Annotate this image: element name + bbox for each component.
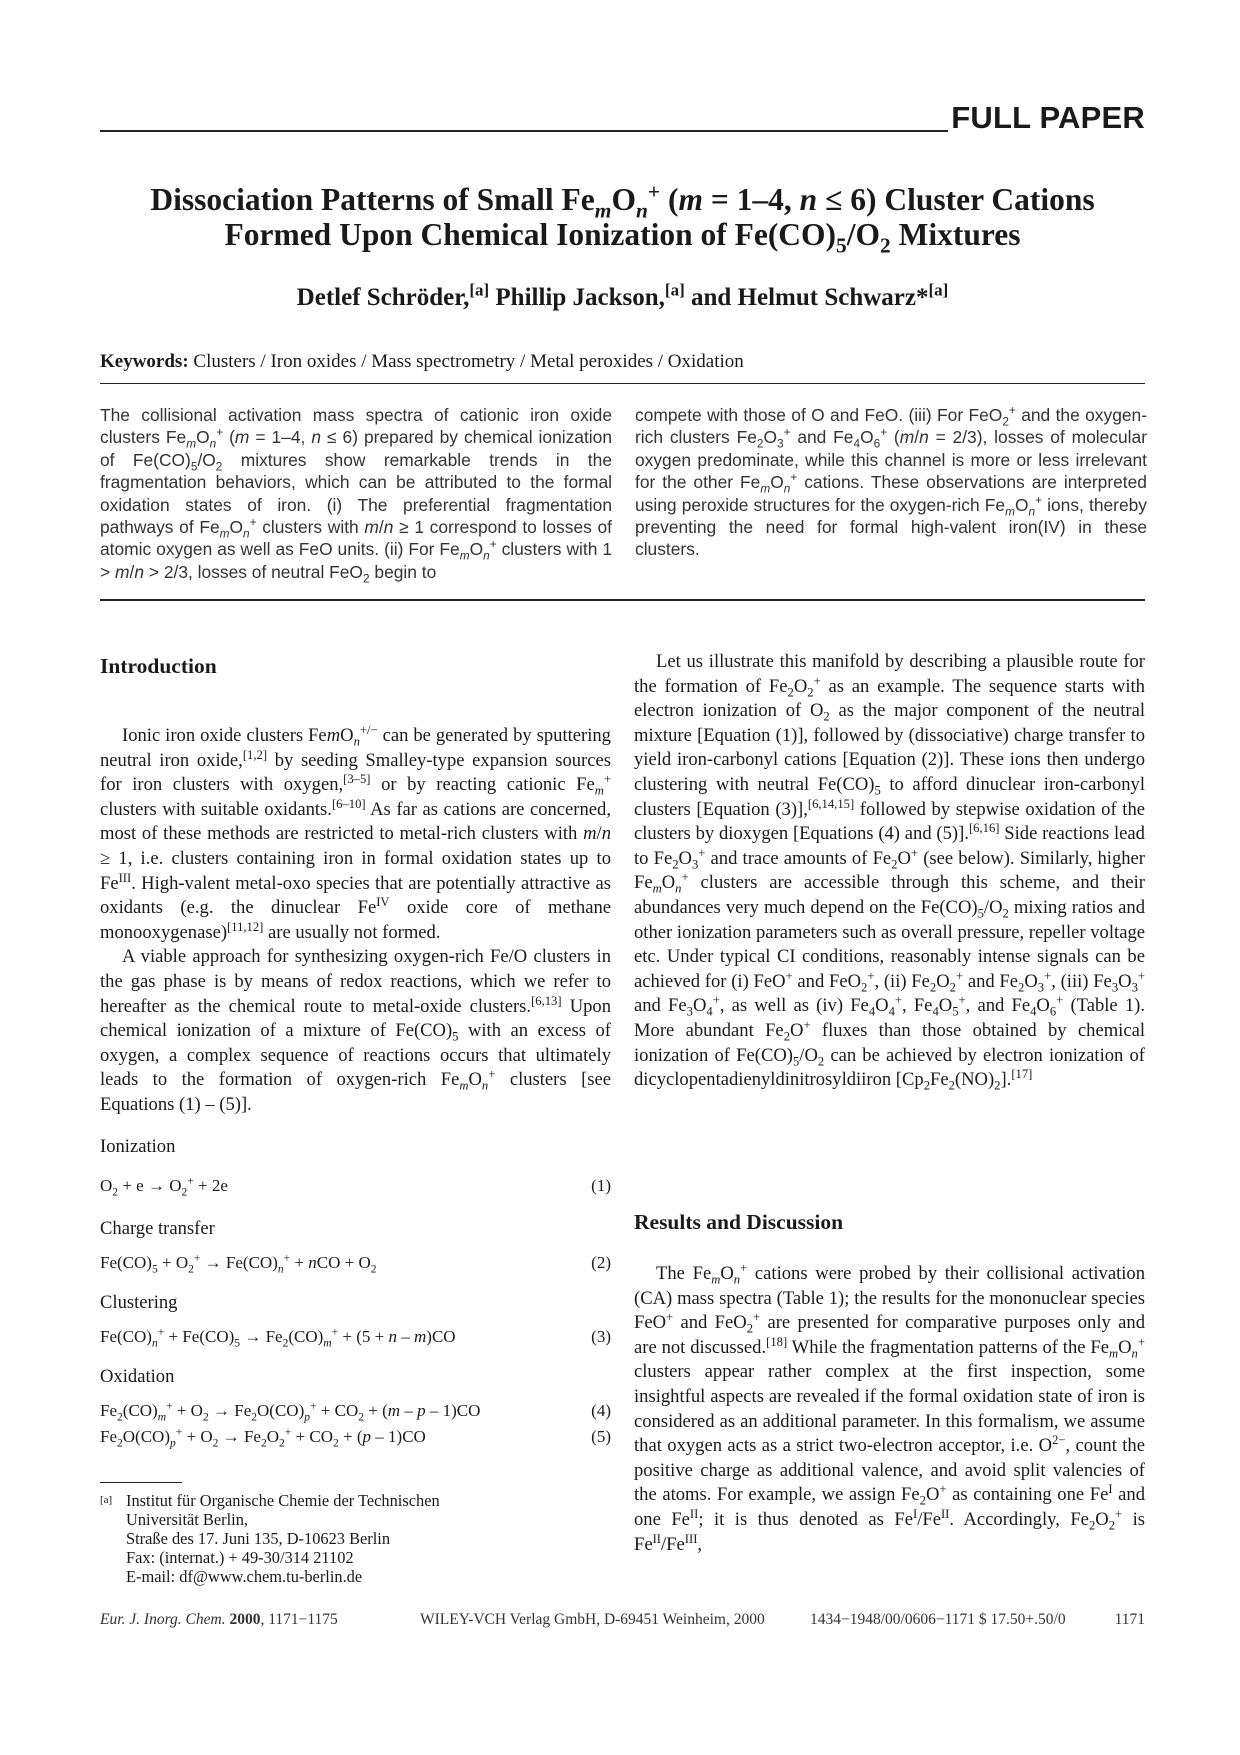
right-column-body-1 <box>634 650 1145 1093</box>
introduction-paragraph-2: A viable approach for synthesizing oxygen-rich Fe/O clusters in the gas phase is by means of redox reactions, which we refer to hereafter as the chemical route to metal-oxide clusters.[6,13] Upon chemical ionization of a mixture of $Fe(CO)_5$ with an excess of oxygen, a complex sequence of reactions occurs that ultimately leads to the formation of oxygen-rich $Fe_mO_n^+$ clusters [see Equations (1) – (5)]. <box>100 946 612 1115</box>
section-label: FULL PAPER <box>951 100 1145 135</box>
footer-publisher: WILEY-VCH Verlag GmbH, D-69451 Weinheim, 2000 <box>420 1611 765 1628</box>
footnote-rule <box>100 1482 182 1483</box>
keywords-line <box>100 351 1145 373</box>
footnote-line: Straße des 17. Juni 135, D-10623 Berlin <box>126 1529 391 1548</box>
keywords-rule <box>100 383 1145 384</box>
equation-4-formula: $Fe_2(CO)_m^+ + O_2 \to Fe_2O(CO)_p^+ + CO_2 + (m - p - 1)CO$ <box>100 1399 481 1424</box>
header-rule <box>100 130 948 132</box>
equation-2-formula: $Fe(CO)_5 + O_2^+ \to Fe(CO)_n^+$ + nCO + $O_2$ <box>100 1251 377 1276</box>
equation-1 <box>100 1174 611 1199</box>
abstract-left: The collisional activation mass spectra of cationic iron oxide clusters $Fe_mO_n^+$ (m = 1–4, n ≤ 6) prepared by chemical ionization of $Fe(CO)_5/O_2$ mixtures show remarkable trends in the fragmentation behaviors, which can be attributed to the formal oxidation states of iron. (i) The preferential fragmentation pathways of $Fe_mO_n^+$ clusters with m/n ≥ 1 correspond to losses of atomic oxygen as well as FeO units. (ii) For $Fe_mO_n^+$ clusters with 1 > m/n > 2/3, losses of neutral FeO$_2$ begin to <box>100 405 613 586</box>
footer-page-number: 1171 <box>1114 1611 1145 1628</box>
author-list: Detlef Schröder,[a] Phillip Jackson,[a] and Helmut Schwarz*[a] <box>296 280 949 311</box>
abstract-rule <box>100 599 1145 601</box>
keywords-label: Keywords: <box>100 351 189 372</box>
right-column-body-2 <box>634 1262 1145 1557</box>
right-paragraph-1: Let us illustrate this manifold by describing a plausible route for the formation of $Fe_2O_2^+$ as an example. The sequence starts with electron ionization of $O_2$ as the major component of the neutral mixture [Equation (1)], followed by (dissociative) charge transfer to yield iron-carbonyl cations [Equation (2)]. These ions then undergo clustering with neutral $Fe(CO)_5$ to afford dinuclear iron-carbonyl clusters [Equation (3)],[6,14,15] followed by stepwise oxidation of the clusters by dioxygen [Equations (4) and (5)].[6,16] Side reactions lead to $Fe_2O_3^+$ and trace amounts of $Fe_2O^+$ (see below). Similarly, higher $Fe_mO_n^+$ clusters are accessible through this scheme, and their abundances very much depend on the $Fe(CO)_5/O_2$ mixing ratios and other ionization parameters such as overall pressure, repeller voltage etc. Under typical CI conditions, reasonably intense signals can be achieved for (i) FeO+ and FeO$_2$+, (ii) $Fe_2O_2^+$ and $Fe_2O_3^+$, (iii) $Fe_3O_3^+$ and $Fe_3O_4^+$, as well as (iv) $Fe_4O_4^+$, $Fe_4O_5^+$, and $Fe_4O_6^+$ (Table 1). More abundant $Fe_2O^+$ fluxes than those obtained by chemical ionization of $Fe(CO)_5/O_2$ can be achieved by electron ionization of dicyclopentadienyldinitrosyldiiron $[Cp_2Fe_2(NO)_2].[17]$ <box>634 651 1146 1093</box>
ionization-label: Ionization <box>100 1136 176 1157</box>
equation-4-number: (4) <box>591 1401 611 1420</box>
right-paragraph-2: The $Fe_mO_n^+$ cations were probed by their collisional activation (CA) mass spectra (Table 1); the results for the mononuclear species FeO+ and FeO$_2$+ are presented for comparative purposes only and are not discussed.[18] While the fragmentation patterns of the $Fe_mO_n^+$ clusters appear rather complex at the first inspection, some insightful aspects are revealed if the formal oxidation state of iron is considered as an additional parameter. In this formalism, we assume that oxygen acts as a strict two-electron acceptor, i.e. $O^{2-}$, count the positive charge as additional valence, and avoid split valencies of the atoms. For example, we assign $Fe_2O^+$ as containing one $Fe^I$ and one $Fe^{II}$; it is thus denoted as $Fe^I/Fe^{II}$. Accordingly, $Fe_2O_2^+$ is $Fe^{II}/Fe^{III}$, <box>634 1260 1146 1555</box>
introduction-heading: Introduction <box>100 654 217 678</box>
footnote-line: E-mail: df@www.chem.tu-berlin.de <box>126 1567 363 1586</box>
footnote-line: Universität Berlin, <box>126 1510 248 1529</box>
footnote-mark: [a] <box>100 1494 113 1506</box>
equation-3 <box>100 1325 611 1350</box>
footnote-line: Institut für Organische Chemie der Technischen <box>126 1491 440 1510</box>
equation-2-number: (2) <box>591 1253 611 1272</box>
introduction-paragraph-1: Ionic iron oxide clusters FemO$_n$+/− can be generated by sputtering neutral iron oxide,[1,2] by seeding Smalley-type expansion sources for iron clusters with oxygen,[3–5] or by reacting cationic $Fe_m^+$ clusters with suitable oxidants.[6–10] As far as cations are concerned, most of these methods are restricted to metal-rich clusters with m/n ≥ 1, i.e. clusters containing iron in formal oxidation states up to $Fe^{III}$. High-valent metal-oxo species that are potentially attractive as oxidants (e.g. the dinuclear $Fe^{IV}$ oxide core of methane monooxygenase)[11,12] are usually not formed. <box>100 722 611 943</box>
equation-5-formula: $Fe_2O(CO)_p^+ + O_2 \to Fe_2O_2^+ + CO_2 + (p - 1)CO$ <box>100 1425 426 1450</box>
introduction-body <box>100 724 611 1118</box>
results-heading: Results and Discussion <box>634 1210 844 1234</box>
charge-transfer-label: Charge transfer <box>100 1218 215 1239</box>
keywords-text: Clusters / Iron oxides / Mass spectrometry / Metal peroxides / Oxidation <box>193 351 744 372</box>
title-line-1: Dissociation Patterns of Small $Fe_mO_n^+$ (m = 1–4, n ≤ 6) Cluster Cations <box>150 179 1095 223</box>
equation-1-number: (1) <box>591 1176 611 1195</box>
footer-journal: Eur. J. Inorg. Chem. 2000, 1171−1175 <box>100 1611 338 1628</box>
equation-5 <box>100 1425 611 1450</box>
equation-1-formula: $O_2 + e \to O_2^+ + 2e$ <box>100 1174 228 1199</box>
abstract-right: compete with those of O and FeO. (iii) For FeO$_2$+ and the oxygen-rich clusters $Fe_2O_3^+$ and $Fe_4O_6^+$ (m/n = 2/3), losses of molecular oxygen predominate, while this channel is more or less irrelevant for the other $Fe_mO_n^+$ cations. These observations are interpreted using peroxide structures for the oxygen-rich $Fe_mO_n^+$ ions, thereby preventing the need for formal high-valent iron(IV) in these clusters. <box>635 403 1148 560</box>
equation-3-number: (3) <box>591 1327 611 1346</box>
affiliation-footnote <box>100 1491 611 1586</box>
footnote-line: Fax: (internat.) + 49-30/314 21102 <box>126 1548 354 1567</box>
clustering-label: Clustering <box>100 1292 178 1313</box>
oxidation-label: Oxidation <box>100 1366 175 1387</box>
equation-3-formula: $Fe(CO)_n^+ + Fe(CO)_5 \to Fe_2(CO)_m^+ + (5 + n - m)CO$ <box>100 1325 456 1350</box>
equation-2 <box>100 1251 611 1276</box>
footer-code: 1434−1948/00/0606−1171 $ 17.50+.50/0 <box>810 1611 1066 1628</box>
title-line-2: Formed Upon Chemical Ionization of $Fe(CO)_5/O_2$ Mixtures <box>224 217 1021 258</box>
equation-4 <box>100 1399 611 1424</box>
equation-5-number: (5) <box>591 1427 611 1446</box>
article-title <box>100 179 1145 258</box>
